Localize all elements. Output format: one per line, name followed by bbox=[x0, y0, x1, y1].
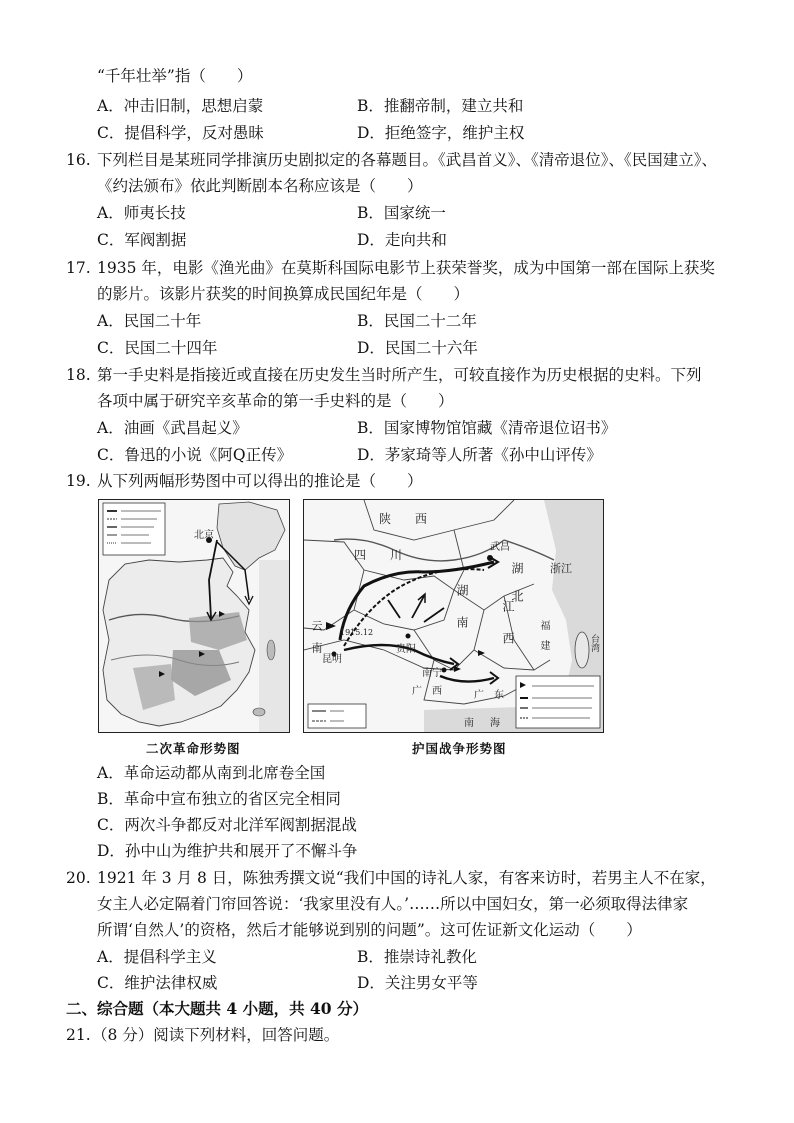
q18-option-a: A．油画《武昌起义》 bbox=[97, 419, 248, 437]
q20-option-c: C．维护法律权威 bbox=[97, 974, 218, 992]
map2-label-zhejiang: 浙江 bbox=[550, 562, 572, 575]
map2-label-yunnan: 云 南 bbox=[310, 620, 323, 653]
map2-label-fujian: 福 建 bbox=[538, 620, 549, 650]
q21-stem: （8 分）阅读下列材料，回答问题。 bbox=[92, 1026, 340, 1044]
q20-option-b: B．推崇诗礼教化 bbox=[357, 948, 477, 966]
q16-stem-line1: 下列栏目是某班同学排演历史剧拟定的各幕题目。《武昌首义》、《清帝退位》、《民国建立》、 bbox=[97, 151, 718, 169]
q20-stem-line2: 女主人必定隔着门帘回答说：‘我家里没有人。’……所以中国妇女，第一必须取得法律家 bbox=[97, 895, 689, 913]
map2-label-hubei: 湖 北 bbox=[510, 562, 524, 604]
q17-option-c: C．民国二十四年 bbox=[97, 339, 218, 357]
map1-label-beijing: 北京 bbox=[194, 530, 214, 541]
q21-number: 21. bbox=[66, 1026, 91, 1044]
q16-option-b: B．国家统一 bbox=[357, 204, 446, 222]
map2-label-hunan: 湖 南 bbox=[455, 584, 469, 632]
q17-option-a: A．民国二十年 bbox=[97, 312, 202, 330]
map2-label-shaanxi: 陕 西 bbox=[379, 512, 434, 526]
q19-stem: 从下列两幅形势图中可以得出的推论是（ ） bbox=[97, 472, 423, 490]
q16-option-c: C．军阀割据 bbox=[97, 231, 187, 249]
map-second-revolution bbox=[98, 499, 290, 733]
q17-stem-line2: 的影片。该影片获奖的时间换算成民国纪年是（ ） bbox=[97, 285, 470, 303]
q20-option-a: A．提倡科学主义 bbox=[97, 948, 217, 966]
map2-label-jiangxi: 江 西 bbox=[501, 600, 515, 648]
q19-option-b: B．革命中宣布独立的省区完全相同 bbox=[97, 790, 341, 808]
map2-label-kunming: 昆明 bbox=[322, 654, 342, 665]
q15-option-a: A．冲击旧制，思想启蒙 bbox=[97, 97, 264, 115]
q17-stem-line1: 1935 年，电影《渔光曲》在莫斯科国际电影节上获荣誉奖，成为中国第一部在国际上获奖 bbox=[97, 259, 715, 277]
map2-label-1915: 1915.12 bbox=[340, 628, 374, 637]
q20-number: 20. bbox=[66, 869, 91, 887]
map2-label-wuchang: 武昌 bbox=[490, 542, 510, 553]
q16-stem-line2: 《约法颁布》依此判断剧本名称应该是（ ） bbox=[97, 177, 423, 195]
q19-number: 19. bbox=[66, 472, 91, 490]
q15-option-c: C．提倡科学，反对愚昧 bbox=[97, 124, 264, 142]
map2-label-sea: 南 海 bbox=[464, 718, 503, 729]
map2-label-guangxi: 广 西 bbox=[412, 686, 442, 697]
map2-label-taiwan: 台湾 bbox=[589, 634, 599, 652]
q17-option-d: D．民国二十六年 bbox=[357, 339, 478, 357]
map1-caption: 二次革命形势图 bbox=[146, 741, 241, 756]
q19-option-c: C．两次斗争都反对北洋军阀割据混战 bbox=[97, 816, 357, 834]
q18-stem-line2: 各项中属于研究辛亥革命的第一手史料的是（ ） bbox=[97, 392, 454, 410]
q18-option-c: C．鲁迅的小说《阿Q正传》 bbox=[97, 446, 293, 464]
q16-option-d: D．走向共和 bbox=[357, 231, 447, 249]
q17-option-b: B．民国二十二年 bbox=[357, 312, 477, 330]
q20-option-d: D．关注男女平等 bbox=[357, 974, 478, 992]
section2-title: 二、综合题（本大题共 4 小题，共 40 分） bbox=[66, 999, 368, 1018]
q20-stem-line1: 1921 年 3 月 8 日，陈独秀撰文说“我们中国的诗礼人家，有客来访时，若男主人不在家， bbox=[97, 869, 716, 887]
map2-label-guangdong: 广 东 bbox=[474, 690, 504, 701]
map2-label-guiyang: 贵阳 bbox=[396, 644, 416, 655]
q20-stem-line3: 所谓‘自然人’的资格，然后才能够说到别的问题”。这可佐证新文化运动（ ） bbox=[97, 921, 642, 939]
q18-stem-line1: 第一手史料是指接近或直接在历史发生当时所产生，可较直接作为历史根据的史料。下列 bbox=[97, 366, 702, 384]
q16-number: 16. bbox=[66, 151, 91, 169]
q17-number: 17. bbox=[66, 259, 91, 277]
q18-option-b: B．国家博物馆馆藏《清帝退位诏书》 bbox=[357, 419, 617, 437]
map-national-protection-war bbox=[303, 499, 604, 733]
map2-caption: 护国战争形势图 bbox=[412, 741, 507, 756]
q15-option-b: B．推翻帝制，建立共和 bbox=[357, 97, 524, 115]
q15-stem-continuation: “千年壮举”指（ ） bbox=[97, 67, 253, 85]
q15-option-d: D．拒绝签字，维护主权 bbox=[357, 124, 525, 142]
q19-option-d: D．孙中山为维护共和展开了不懈斗争 bbox=[97, 842, 358, 860]
q18-option-d: D．茅家琦等人所著《孙中山评传》 bbox=[357, 446, 602, 464]
q19-option-a: A．革命运动都从南到北席卷全国 bbox=[97, 764, 326, 782]
q18-number: 18. bbox=[66, 366, 91, 384]
map2-label-nanning: 南宁 bbox=[422, 668, 442, 679]
map2-label-sichuan: 四 川 bbox=[354, 548, 409, 562]
q16-option-a: A．师夷长技 bbox=[97, 204, 186, 222]
